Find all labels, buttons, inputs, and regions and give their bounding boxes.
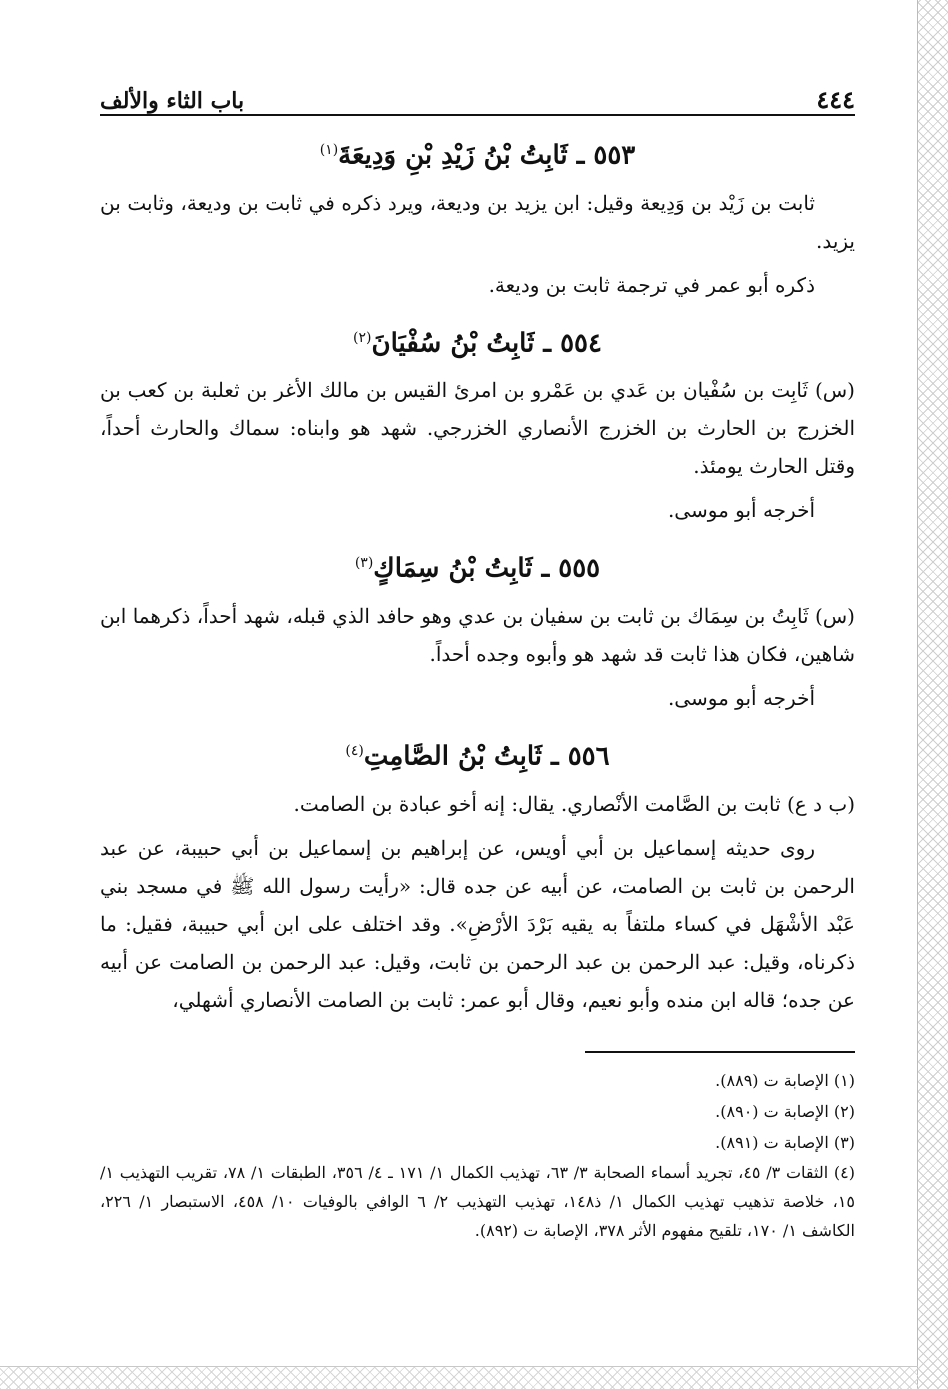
entry-paragraph: روى حديثه إسماعيل بن أبي أويس، عن إبراهيم بن إسماعيل بن أبي حبيبة، عن عبد الرحمن بن ثابت بن الصامت، عن أبيه عن جده قال: «رأيت رسول الله ﷺ في مسجد بني عَبْد الأشْهَل في كساء ملتفاً به يقيه بَرْدَ الأرْضِ». وقد اختلف على ابن أبي حبيبة، فقيل: ما ذكرناه، وقيل: عبد الرحمن بن عبد الرحمن بن ثابت، وقيل: عبد الرحمن بن الصامت عن أبيه عن جده؛ قاله ابن منده وأبو نعيم، وقال أبو عمر: ثابت بن الصامت الأنصاري أشهلي، xyxy=(100,835,855,1012)
footnote-item: (١) الإصابة ت (٨٨٩). xyxy=(715,1070,855,1090)
decorative-border-right xyxy=(917,0,948,1389)
page-header xyxy=(100,70,855,116)
page-number: ٤٤٤ xyxy=(816,85,855,114)
entry-paragraph: أخرجه أبو موسى. xyxy=(667,498,815,523)
book-page xyxy=(100,70,855,1245)
footnote-ref: (٢) xyxy=(353,329,372,346)
entry-title: ٥٥٣ ـ ثَابِتُ بْنُ زَيْدِ بْنِ وَدِيعَةَ$^{(١)}$ xyxy=(319,140,636,171)
entry-paragraph: (ب د ع) ثابت بن الصَّامت الأنْصاري. يقال: إنه أخو عبادة بن الصامت. xyxy=(293,791,855,816)
entry-paragraph: (س) ثَابِتُ بن سِمَاك بن ثابت بن سفيان بن عدي وهو حافد الذي قبله، شهد أحداً، ذكرهما ابن شاهين، فكان هذا ثابت قد شهد هو وأبوه وجده أحداً. xyxy=(100,603,855,666)
entry-553 xyxy=(100,132,855,304)
footnote-item: (٤) الثقات ٣/ ٤٥، تجريد أسماء الصحابة ٣/ ٦٣، تهذيب الكمال ١/ ١٧١ ـ ٤/ ٣٥٦، الطبقات ١/ ٧٨، تقريب التهذيب ١/ ١٥، خلاصة تذهيب تهذيب الكمال ١/ ذ١٤٨، تهذيب التهذيب ٢/ ٦ الوافي بالوفيات ١٠/ ٤٥٨، الاستبصار ١/ ٢٢٦، الكاشف ١/ ١٧٠، تلقيح مفهوم الأثر ٣٧٨، الإصابة ت (٨٩٢). xyxy=(100,1162,856,1240)
footnote-ref: (٤) xyxy=(345,742,364,759)
running-title: باب الثاء والألف xyxy=(100,88,245,114)
entry-paragraph: ثابت بن زَيْد بن وَدِيعة وقيل: ابن يزيد بن وديعة، ويرد ذكره في ثابت بن وديعة، وثابت بن يزيد. xyxy=(100,190,855,253)
footnote-item: (٢) الإصابة ت (٨٩٠). xyxy=(715,1101,855,1121)
entry-556 xyxy=(100,733,855,1019)
footnote-separator xyxy=(585,1051,855,1053)
footnote-ref: (١) xyxy=(319,142,339,158)
footnote-item: (٣) الإصابة ت (٨٩١). xyxy=(715,1132,855,1152)
entry-paragraph: أخرجه أبو موسى. xyxy=(667,685,815,710)
footnotes xyxy=(100,1065,855,1245)
entry-paragraph: (س) ثَابِت بن سُفْيان بن عَدي بن عَمْرو بن امرئ القيس بن مالك الأغر بن ثعلبة بن كعب بن الخزرج بن الحارث بن الخزرج الأنصاري الخزرجي. شهد هو وابناه: سماك والحارث أحداً، وقتل الحارث يومئذ. xyxy=(100,378,855,479)
decorative-border-bottom xyxy=(0,1366,918,1389)
footnote-ref: (٣) xyxy=(354,555,374,572)
entry-555 xyxy=(100,545,855,717)
entry-title: ٥٥٤ ـ ثَابِتُ بْنُ سُفْيَانَ$^{(٢)}$ xyxy=(353,328,602,359)
entry-title: ٥٥٥ ـ ثَابِتُ بْنُ سِمَاكٍ$^{(٣)}$ xyxy=(354,553,601,584)
entry-paragraph: ذكره أبو عمر في ترجمة ثابت بن وديعة. xyxy=(488,272,815,297)
entry-title: ٥٥٦ ـ ثَابِتُ بْنُ الصَّامِتِ$^{(٤)}$ xyxy=(345,741,610,772)
entry-554 xyxy=(100,320,855,530)
